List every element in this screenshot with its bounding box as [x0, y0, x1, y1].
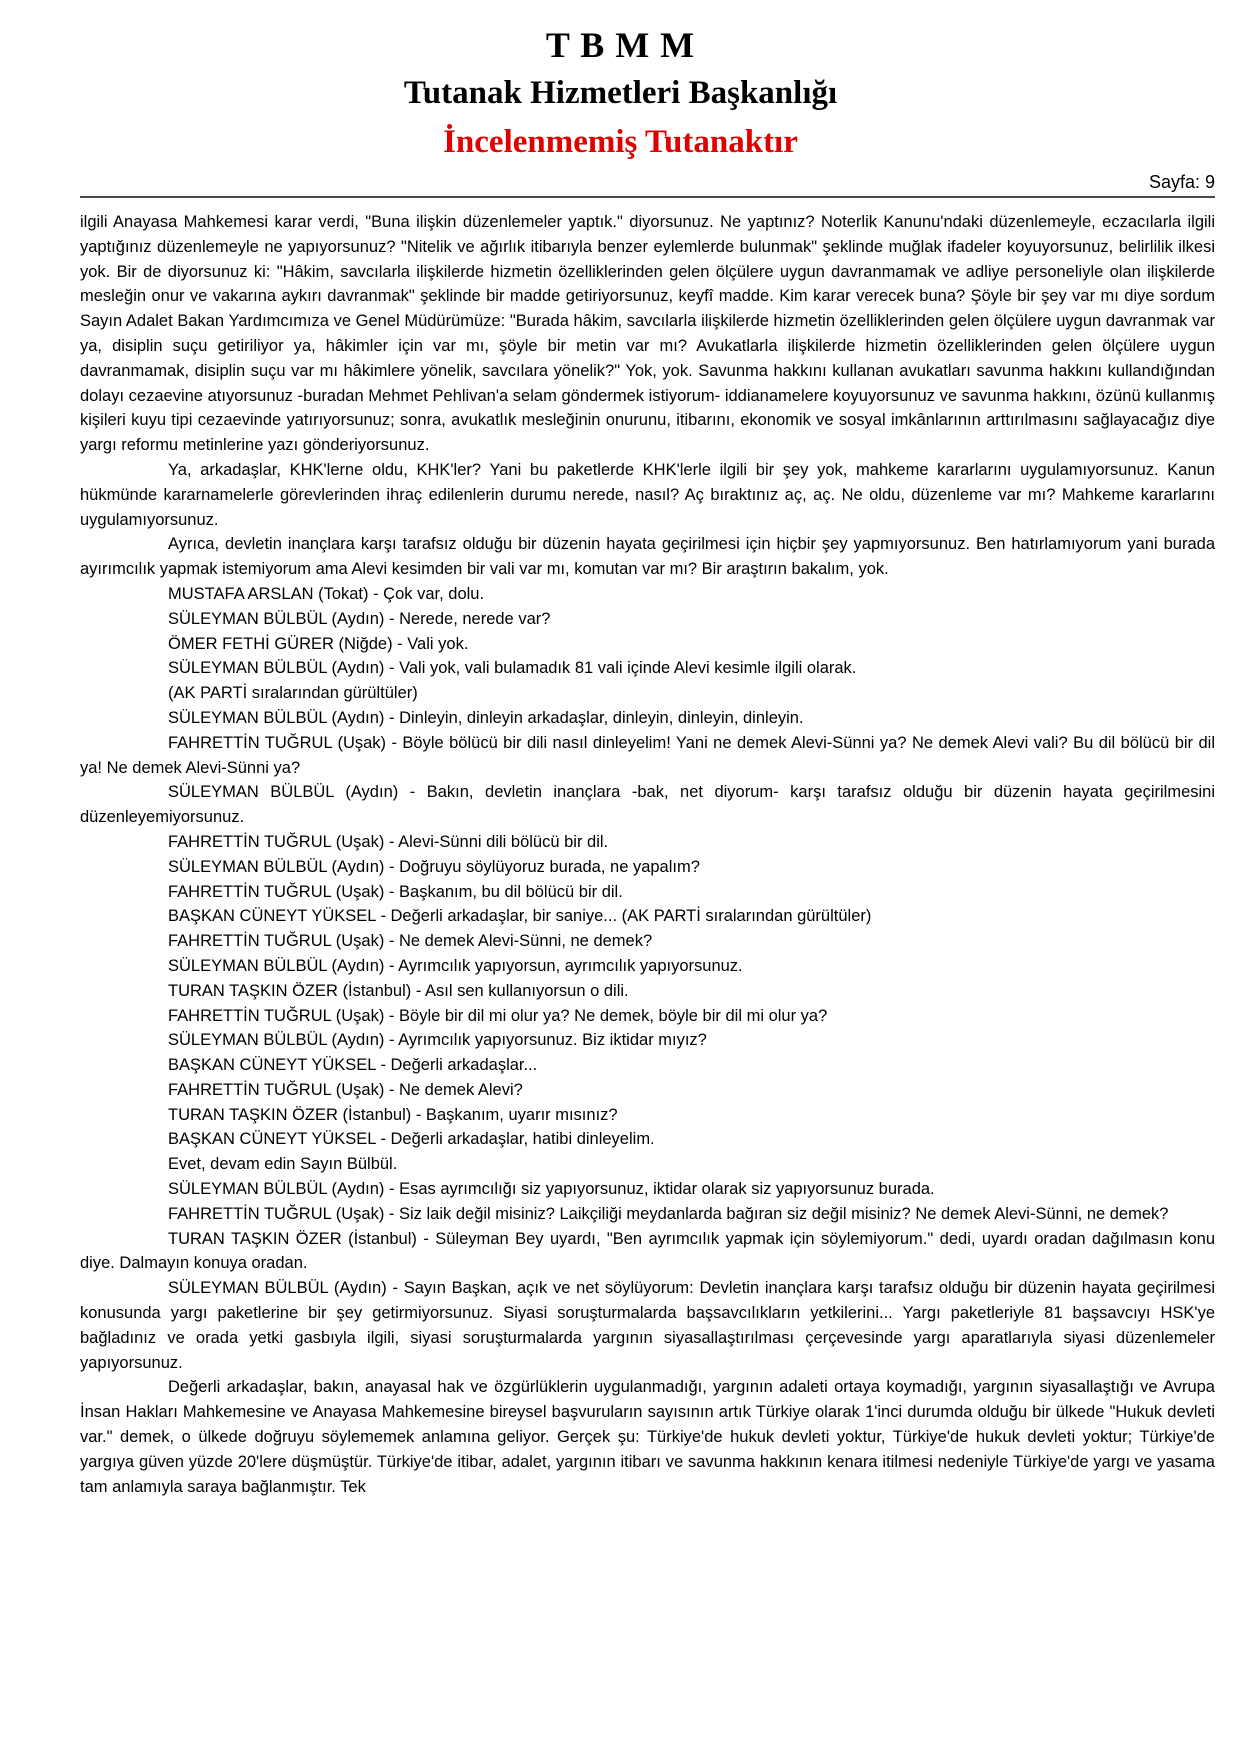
transcript-paragraph: SÜLEYMAN BÜLBÜL (Aydın) - Sayın Başkan, açık ve net söylüyorum: Devletin inançlara karşı tarafsız olduğu bir düzenin hayata geçirilmesi konusunda yargı paketlerine bir şey getirmiyorsunuz. Siyasi soruşturmalarda başsavcılıkların yetkilerini... Yargı paketleriyle 81 başsavcıyı HSK'ye bağladınız ve orada yetki gasbıyla ilgili, siyasi soruşturmalarda yargının siyasallaştırılması çerçevesinde yargı aparatlarıyla siyasi düzenlemeler yapıyorsunuz. [80, 1279, 1215, 1372]
department-title: Tutanak Hizmetleri Başkanlığı [403, 75, 838, 111]
transcript-paragraph: FAHRETTİN TUĞRUL (Uşak) - Böyle bir dil mi olur ya? Ne demek, böyle bir dil mi olur ya? [168, 1006, 828, 1025]
transcript-paragraph: SÜLEYMAN BÜLBÜL (Aydın) - Ayrımcılık yapıyorsunuz. Biz iktidar mıyız? [168, 1031, 707, 1050]
transcript-paragraph: FAHRETTİN TUĞRUL (Uşak) - Başkanım, bu dil bölücü bir dil. [168, 882, 623, 901]
org-title: T B M M [545, 25, 696, 65]
transcript-paragraph: FAHRETTİN TUĞRUL (Uşak) - Böyle bölücü bir dili nasıl dinleyelim! Yani ne demek Alevi-Sünni ya? Ne demek Alevi vali? Bu dil bölücü bir dil ya! Ne demek Alevi-Sünni ya? [80, 733, 1215, 777]
transcript-paragraph: FAHRETTİN TUĞRUL (Uşak) - Ne demek Alevi-Sünni, ne demek? [168, 932, 653, 951]
transcript-paragraph: MUSTAFA ARSLAN (Tokat) - Çok var, dolu. [168, 584, 485, 603]
transcript-paragraph: BAŞKAN CÜNEYT YÜKSEL - Değerli arkadaşlar, hatibi dinleyelim. [168, 1130, 655, 1149]
transcript-paragraph: SÜLEYMAN BÜLBÜL (Aydın) - Vali yok, vali bulamadık 81 vali içinde Alevi kesimle ilgili olarak. [168, 659, 857, 678]
transcript-paragraph: BAŞKAN CÜNEYT YÜKSEL - Değerli arkadaşlar... [168, 1056, 538, 1075]
transcript-body [0, 198, 1241, 1499]
transcript-paragraph: ÖMER FETHİ GÜRER (Niğde) - Vali yok. [168, 634, 469, 653]
transcript-paragraph: Ya, arkadaşlar, KHK'lerne oldu, KHK'ler? Yani bu paketlerde KHK'lerle ilgili bir şey yok, mahkeme kararlarını uygulamıyorsunuz. Kanun hükmünde kararnamelerle görevlerinden ihraç edilenlerin durumu nerede, nasıl? Aç bıraktınız aç, aç. Ne oldu, düzenleme var mı? Mahkeme kararlarını uygulamıyorsunuz. [80, 460, 1215, 529]
transcript-paragraph: (AK PARTİ sıralarından gürültüler) [168, 684, 418, 703]
status-title: İncelenmemiş Tutanaktır [443, 124, 798, 160]
transcript-paragraph: ilgili Anayasa Mahkemesi karar verdi, "Buna ilişkin düzenlemeler yaptık." diyorsunuz. Ne yaptınız? Noterlik Kanunu'ndaki düzenlemeyle, eczacılarla ilgili yaptığınız düzenlemeyle ne yapıyorsunuz? "Nitelik ve ağırlık itibarıyla benzer eylemlerde bulunmak" şeklinde muğlak ifadeler koyuyorsunuz, belirlilik ilkesi yok. Bir de diyorsunuz ki: "Hâkim, savcılarla ilişkilerde hizmetin özelliklerinden gelen ölçülere uygun davranmamak ve adliye personeliyle olan ilişkilerde mesleğin onur ve vakarına aykırı davranmak" şeklinde bir madde getiriyorsunuz, keyfî madde. Kim karar verecek buna? Şöyle bir şey var mı diye sordum Sayın Adalet Bakan Yardımcımıza ve Genel Müdürümüze: "Burada hâkim, savcılarla ilişkilerde hizmetin özelliklerinden gelen ölçülere uygun davranmak var ya, disiplin suçu getiriliyor ya, hâkimler için var mı, şöyle bir metin var mı? Avukatlarla ilişkilerde hizmetin özelliklerinden gelen ölçülere uygun davranmamak, disiplin suçu var mı hâkimlere yönelik, savcılara yönelik?" Yok, yok. Savunma hakkını kullanan avukatları savunma hakkını kullandığından dolayı cezaevine atıyorsunuz -buradan Mehmet Pehlivan'a selam göndermek istiyorum- iddianamelere koyuyorsunuz ve savunma hakkını, özünü kullanmış kişileri kuyu tipi cezaevinde yatırıyorsunuz; sonra, avukatlık mesleğinin onurunu, itibarını, ekonomik ve sosyal imkânlarının arttırılmasını sağlayacağız diye yargı reformu metinlerine yazı gönderiyorsunuz. [80, 213, 1215, 455]
transcript-paragraph: FAHRETTİN TUĞRUL (Uşak) - Ne demek Alevi? [168, 1080, 523, 1099]
page-number: Sayfa: 9 [1148, 172, 1215, 192]
transcript-paragraph: Evet, devam edin Sayın Bülbül. [168, 1155, 398, 1174]
transcript-paragraph: SÜLEYMAN BÜLBÜL (Aydın) - Doğruyu söylüyoruz burada, ne yapalım? [168, 857, 700, 876]
page-meta [0, 171, 1241, 198]
transcript-paragraph: FAHRETTİN TUĞRUL (Uşak) - Siz laik değil misiniz? Laikçiliği meydanlarda bağıran siz değil misiniz? Ne demek Alevi-Sünni, ne demek? [168, 1204, 1169, 1223]
transcript-paragraph: SÜLEYMAN BÜLBÜL (Aydın) - Esas ayrımcılığı siz yapıyorsunuz, iktidar olarak siz yapıyorsunuz burada. [168, 1180, 935, 1199]
transcript-paragraph: Ayrıca, devletin inançlara karşı tarafsız olduğu bir düzenin hayata geçirilmesi için hiçbir şey yapmıyorsunuz. Ben hatırlamıyorum yani burada ayırımcılık yapmak istemiyorum ama Alevi kesimden bir vali var mı, komutan var mı? Bir araştırın bakalım, yok. [80, 535, 1215, 579]
document-header [0, 24, 1241, 162]
transcript-paragraph: BAŞKAN CÜNEYT YÜKSEL - Değerli arkadaşlar, bir saniye... (AK PARTİ sıralarından gürültüler) [168, 907, 872, 926]
transcript-paragraph: SÜLEYMAN BÜLBÜL (Aydın) - Nerede, nerede var? [168, 609, 551, 628]
transcript-paragraph: TURAN TAŞKIN ÖZER (İstanbul) - Asıl sen kullanıyorsun o dili. [168, 981, 629, 1000]
transcript-paragraph: Değerli arkadaşlar, bakın, anayasal hak ve özgürlüklerin uygulanmadığı, yargının adaleti ortaya koymadığı, yargının siyasallaştığı ve Avrupa İnsan Hakları Mahkemesine ve Anayasa Mahkemesine bireysel başvuruların sayısının artık Türkiye olarak 1'inci durumda olduğu bir ülkede "Hukuk devleti var." demek, o ülkede doğruyu söylememek anlamına geliyor. Gerçek şu: Türkiye'de hukuk devleti yoktur, Türkiye'de hukuk devleti yoktur; Türkiye'de yargıya güven yüzde 20'lere düşmüştür. Türkiye'de itibar, adalet, yargının itibarı ve savunma hakkının kenara itilmesi nedeniyle Türkiye'de yargı ve yasama tam anlamıyla saraya bağlanmıştır. Tek [80, 1378, 1215, 1496]
transcript-paragraph: FAHRETTİN TUĞRUL (Uşak) - Alevi-Sünni dili bölücü bir dil. [168, 832, 609, 851]
transcript-paragraph: SÜLEYMAN BÜLBÜL (Aydın) - Dinleyin, dinleyin arkadaşlar, dinleyin, dinleyin, dinleyin. [168, 708, 804, 727]
transcript-paragraph: TURAN TAŞKIN ÖZER (İstanbul) - Süleyman Bey uyardı, "Ben ayrımcılık yapmak için söylemiyorum." dedi, uyardı oradan dağılmasın konu diye. Dalmayın konuya oradan. [80, 1229, 1215, 1273]
transcript-paragraph: TURAN TAŞKIN ÖZER (İstanbul) - Başkanım, uyarır mısınız? [168, 1105, 618, 1124]
transcript-paragraph: SÜLEYMAN BÜLBÜL (Aydın) - Bakın, devletin inançlara -bak, net diyorum- karşı tarafsız olduğu bir düzenin hayata geçirilmesini düzenleyemiyorsunuz. [80, 783, 1215, 827]
transcript-paragraph: SÜLEYMAN BÜLBÜL (Aydın) - Ayrımcılık yapıyorsun, ayrımcılık yapıyorsunuz. [168, 956, 743, 975]
